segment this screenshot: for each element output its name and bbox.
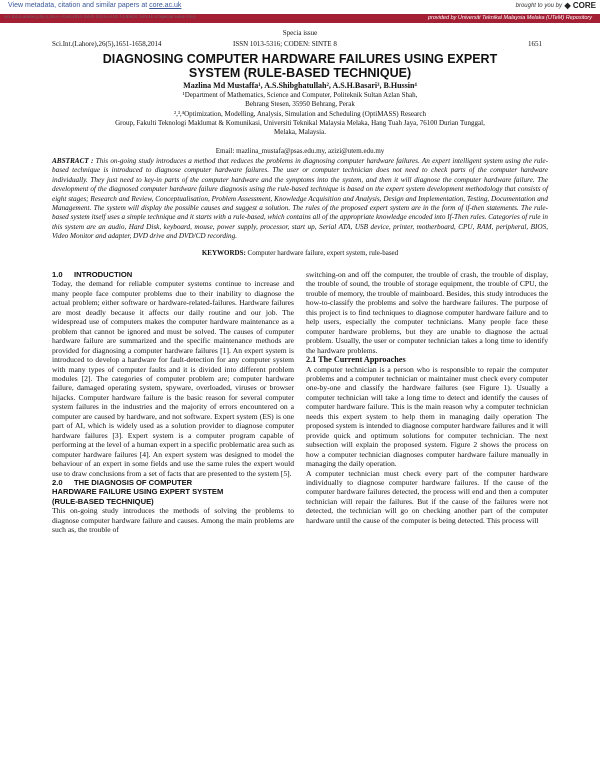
view-metadata-link[interactable]: View metadata, citation and similar papers at core.ac.uk bbox=[8, 2, 182, 9]
right-column bbox=[306, 270, 548, 525]
affiliation-2-line-3: Melaka, Malaysia. bbox=[274, 128, 326, 136]
special-issue: Specia issue bbox=[282, 29, 318, 37]
title-line-2: SYSTEM (RULE-BASED TECHNIQUE) bbox=[188, 66, 412, 80]
core-logo[interactable]: ◆ CORE bbox=[564, 1, 596, 10]
provided-by-link[interactable]: provided by Universiti Teknikal Malaysia Melaka (UTeM) Repository bbox=[427, 15, 592, 21]
introduction-text: Today, the demand for reliable computer systems continue to increase and many people face computer problems due to their inability to diagnose the actual problem; either software or hardware-related-failures. Hardware failures are most deadly because it affects our daily routine and our job. The widespread use of computers makes the computer hardware maintenance as a problem that cannot be ignored and must be solved. The causes of computer hardware failure are summarized and the specific maintenance methods are provided for diagnosing a computer hardware failures [1]. An expert system is introduced to develop a hardware for fault-detection for any computer system with many types of computer faults and it is divided into different problem modules [2]. The categories of computer problem are; computer hardware failure, damaged operating system, spyware, overloaded, viruses or browser hijacks. Computer hardware failure is the basic reason for several computer system failures in the industries and the majority of errors encountered on a computer are caused by hardware, and not software. Expert system (ES) is one part of AI, which is widely used as a solution provider to diagnose computer hardware failures [3]. Expert system is a computer program capable of performing at the level of a human expert in a specific problematic area such as computer hardware failures [4]. An expert system was designed to model the behaviour of an expert in some fields and use the same rules the expert would use to draw conclusions from a set of facts that are presented to the system [5]. bbox=[52, 279, 294, 478]
core-faded-header: Sci.Int.(Lahore),26(5),1651-1658,2014 ISSN 1013-5316; CODEN: SINTE 8 Special issue 1651 bbox=[4, 15, 197, 20]
keywords-text: Computer hardware failure, expert system, rule-based bbox=[247, 249, 399, 257]
abstract-label: ABSTRACT : bbox=[52, 157, 94, 165]
current-approaches-text-1: A computer technician is a person who is responsible to repair the computer problems and a computer technician or maintainer must check every computer one-by-one and classify the hardware failures (see Figure 1). Usually a computer technician will take a long time to detect and identify the causes of computer hardware failure. This is the main reason why a computer technician needs this expert system to help them in managing daily operation The proposed system is intended to diagnose computer hardware failures and it will provide quick and optimum solutions for computer technician. The next subsection will explain the proposed system. Figure 2 shows the process on how a computer technician diagnoses computer hardware failure manually in managing the daily operation. bbox=[306, 364, 548, 469]
left-column bbox=[52, 270, 294, 535]
section-heading-introduction: 1.0 INTRODUCTION bbox=[52, 270, 133, 279]
abstract bbox=[52, 157, 548, 242]
diagnosis-text: This on-going study introduces the methods of solving the problems to diagnose computer hardware failure and causes. Among the main problems are such as, the trouble of bbox=[52, 506, 294, 535]
affiliation-2-line-2: Group, Fakulti Teknologi Maklumat & Komunikasi, Universiti Teknikal Malaysia Melaka, Hang Tuah Jaya, 76100 Durian Tunggal, bbox=[115, 119, 485, 127]
journal-citation: Sci.Int.(Lahore),26(5),1651-1658,2014 bbox=[52, 40, 162, 48]
core-top-row bbox=[0, 0, 600, 14]
affiliation-1-line-1: ¹Department of Mathematics, Science and Computer, Politeknik Sultan Azlan Shah, bbox=[182, 91, 418, 99]
issn-line: ISSN 1013-5316; CODEN: SINTE 8 bbox=[233, 40, 337, 48]
section-heading-current-approaches: 2.1 The Current Approaches bbox=[306, 355, 406, 365]
affiliation-2-line-1: ²,³,⁴Optimization, Modelling, Analysis, Simulation and Scheduling (OptiMASS) Research bbox=[173, 110, 426, 118]
authors: Mazlina Md Mustaffa¹, A.S.Shibghatullah², A.S.H.Basari³, B.Hussin⁴ bbox=[183, 81, 417, 90]
email-line: Email: mazlina_mustafa@psas.edu.my, azizi@utem.edu.my bbox=[215, 147, 385, 155]
keywords bbox=[52, 249, 548, 257]
diagnosis-text-continued: switching-on and off the computer, the trouble of crash, the trouble of display, the trouble of sound, the trouble of storage equipment, the trouble of CPU, the trouble of memory, the trouble of mainboard. Besides, this study introduces the how-to-classify the problems and solve the hardware failures. The purpose of this project is to find techniques to diagnose computer hardware failure and to help users, especially the computer technicians. Many people face these computer hardware problems, but they are unable to diagnose the actual problem. Usually, the user or computer technician takes a long time to identify the hardware problems. bbox=[306, 270, 548, 355]
section-heading-diagnosis: 2.0 THE DIAGNOSIS OF COMPUTER HARDWARE FAILURE USING EXPERT SYSTEM (RULE-BASED TECHNIQUE) bbox=[52, 477, 224, 506]
affiliation-1-line-2: Behrang Stesen, 35950 Behrang, Perak bbox=[245, 100, 355, 108]
core-logo-icon: ◆ bbox=[564, 1, 573, 10]
affiliation-1 bbox=[40, 91, 560, 109]
title-line-1: DIAGNOSING COMPUTER HARDWARE FAILURES USING EXPERT bbox=[102, 52, 498, 66]
paper-title bbox=[40, 52, 560, 80]
page-number: 1651 bbox=[528, 40, 542, 48]
abstract-text: This on-going study introduces a method that reduces the problems in diagnosing computer hardware failures. An expert intelligent system using the rule-based technique is introduced to diagnose computer hardware failures. The user or computer technician does not need to check parts of the computer hardware individually. They just need to key-in parts of the computer hardware and the symptoms into the system, and then it will diagnose the computer hardware failure. The development of the diagnosed computer hardware failure diagnosis using the rule-based technique is based on the expert system development methodology that consists of eight stages; Research and Review, Conceptualisation, Problem Assessment, Knowledge Acquisition and Analysis, Design and Implementation, Testing, Documentation and Management. The system will display the possible causes and suggest a solution. The rules of the proposed expert system are in the form of if-then statements. The rule-based system itself uses a simple technique and it starts with a rule-based, which contains all of the appropriate knowledge encoded into If-Then rules. Categories of rule in this system are an audio, Hard Disk, keyboard, mouse, power supply, processor, start up, Serial ATA, USB device, printer, motherboard, CPU, RAM, peripheral, BIOS, Video Monitor and adapter, DVD drive and DVD/CD recording. bbox=[52, 157, 548, 241]
current-approaches-text-2: A computer technician must check every part of the computer hardware individually to diagnose computer hardware failures. If the cause of the computer hardware failures detected, the process will end and then a computer technician will repair the failures. But if the cause of the failures were not detected, the technician will go on checking another part of the computer hardware until the cause of the computer is being detected. This process will bbox=[306, 468, 548, 525]
keywords-label: KEYWORDS: bbox=[201, 249, 246, 257]
brought-by-label: brought to you by bbox=[515, 3, 562, 9]
core-banner bbox=[0, 0, 600, 25]
affiliation-2 bbox=[40, 110, 560, 137]
